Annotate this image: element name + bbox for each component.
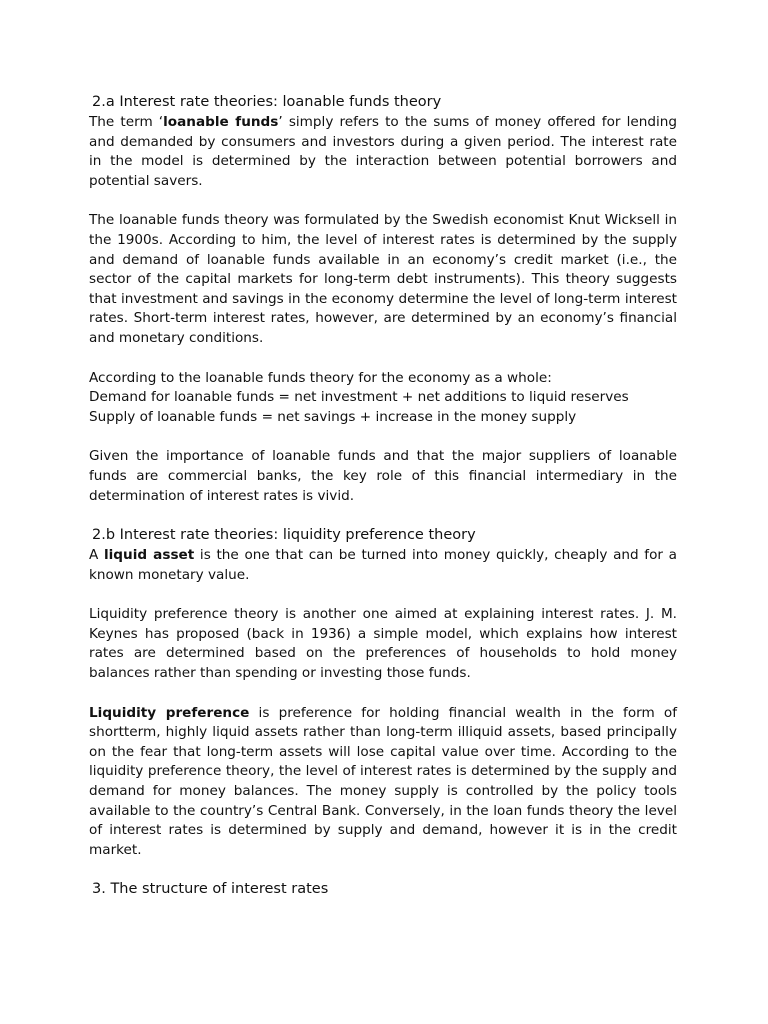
paragraph-liquidity-preference (89, 704, 677, 861)
paragraph-formula: Demand for loanable funds = net investment + net additions to liquid reserves Supply of loanable funds = net savings + increase in the money supply (89, 389, 629, 425)
text-run: ’ simply refers to the sums of money offered for lending and demanded by consumers and investors during a given period. The interest rate in the model is determined by the interaction between potential borrowers and potential savers. (89, 114, 677, 189)
document-page (89, 92, 677, 900)
section-heading-2b: 2.b Interest rate theories: liquidity preference theory (92, 527, 476, 544)
paragraph-wicksell: The loanable funds theory was formulated by the Swedish economist Knut Wicksell in the 1900s. According to him, the level of interest rates is determined by the supply and demand of loanable funds available in an economy’s credit market (i.e., the sector of the capital markets for long-term debt instruments). This theory suggests that investment and savings in the economy determine the level of long-term interest rates. Short-term interest rates, however, are determined by an economy’s financial and monetary conditions. (89, 212, 677, 346)
bold-term-loanable-funds: loanable funds (163, 114, 279, 130)
text-run: The term ‘ (89, 114, 164, 130)
bold-term-liquidity-preference: Liquidity preference (89, 704, 250, 721)
paragraph-liquid-asset-definition (89, 546, 677, 585)
section-heading-3: 3. The structure of interest rates (92, 881, 329, 898)
bold-term-liquid-asset: liquid asset (103, 547, 195, 564)
text-run: is the one that can be turned into money quickly, cheaply and for a known monetary value. (89, 547, 678, 583)
paragraph-loanable-funds-definition (89, 113, 677, 191)
text-run: A (89, 547, 104, 564)
text-run: is preference for holding financial wealth in the form of shortterm, highly liquid assets rather than long-term illiquid assets, based principally on the fear that long-term assets will lose capital value over time. According to the liquidity preference theory, the level of interest rates is determined by the supply and demand for money balances. The money supply is controlled by the policy tools available to the country’s Central Bank. Conversely, in the loan funds theory the level of interest rates is determined by supply and demand, however it is in the credit market. (89, 704, 677, 858)
paragraph-commercial-banks: Given the importance of loanable funds and that the major suppliers of loanable funds are commercial banks, the key role of this financial intermediary in the determination of interest rates is vivid. (89, 448, 677, 504)
paragraph-keynes: Liquidity preference theory is another one aimed at explaining interest rates. J. M. Keynes has proposed (back in 1936) a simple model, which explains how interest rates are determined based on the preferences of households to hold money balances rather than spending or investing those funds. (89, 606, 677, 682)
paragraph-formula-intro: According to the loanable funds theory for the economy as a whole: (89, 369, 552, 386)
section-heading-2a: 2.a Interest rate theories: loanable funds theory (92, 94, 442, 110)
